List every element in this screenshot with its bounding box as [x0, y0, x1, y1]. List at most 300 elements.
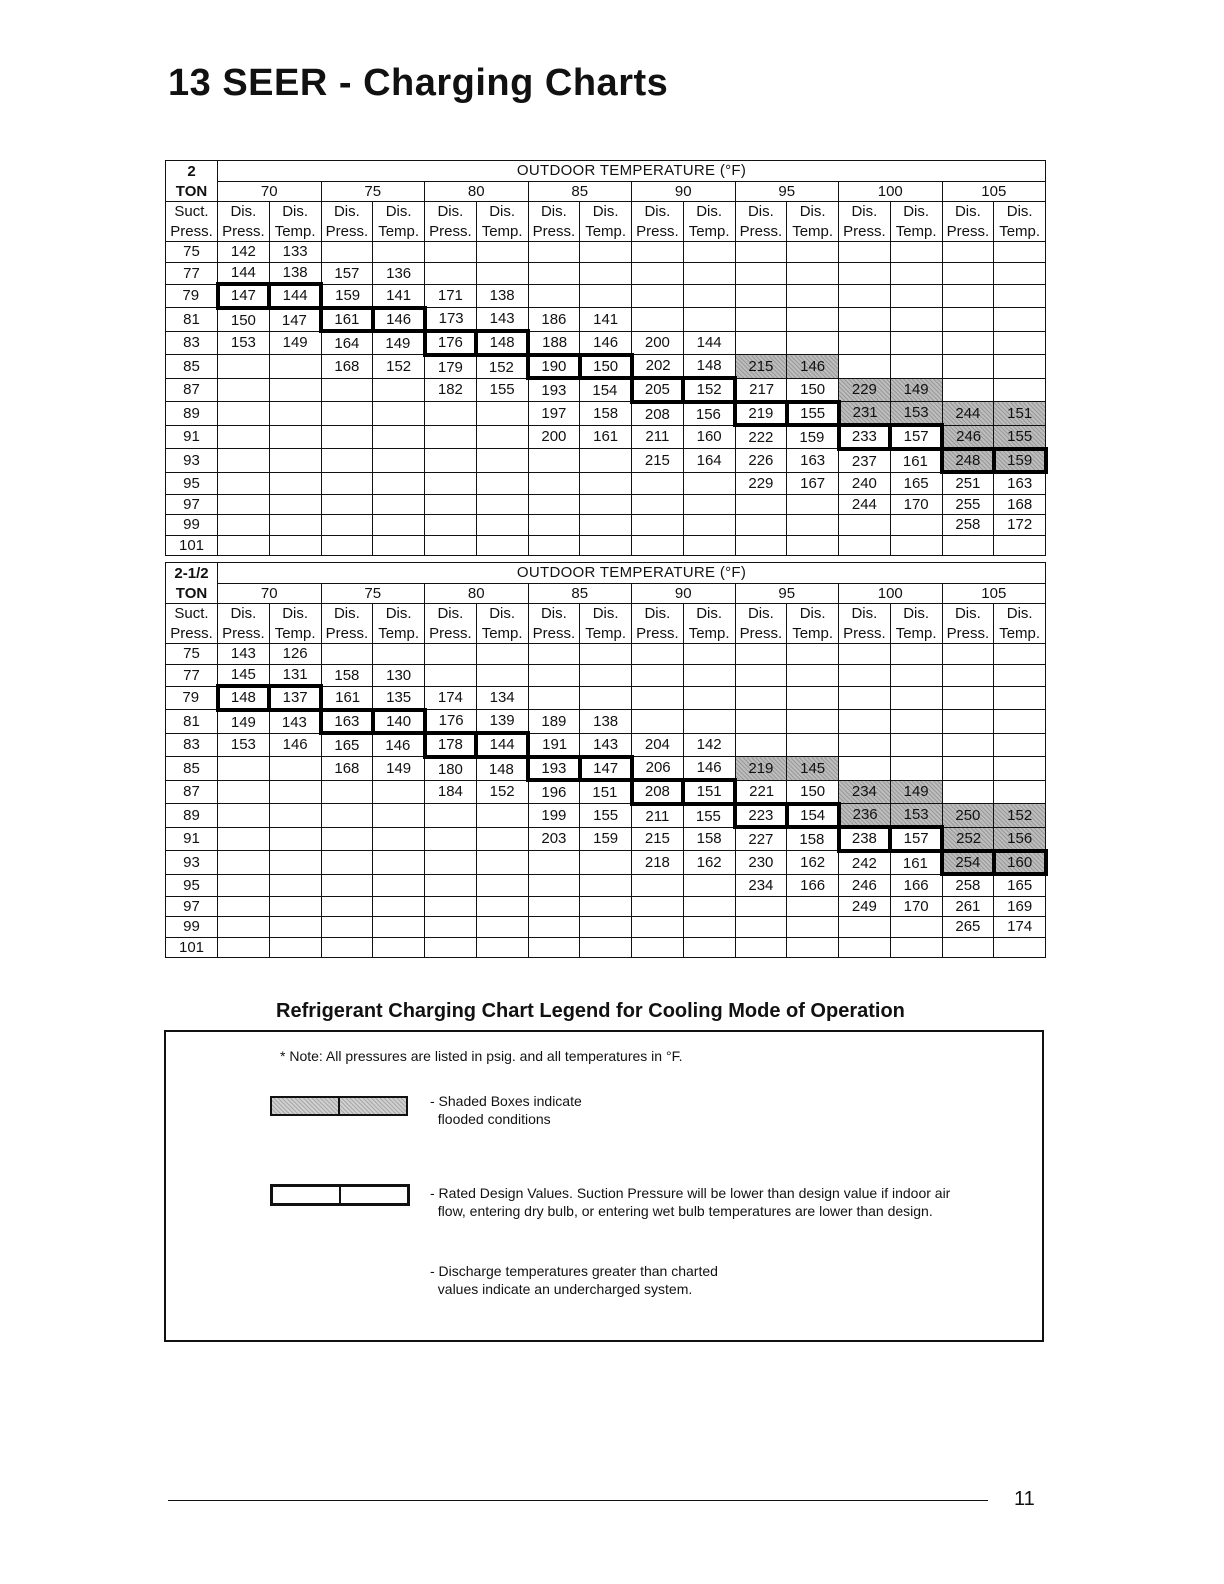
data-cell — [683, 664, 735, 686]
suction-pressure-header: Suct. — [166, 202, 218, 222]
data-cell: 141 — [580, 308, 632, 332]
data-cell — [476, 851, 528, 875]
data-cell: 168 — [994, 494, 1046, 515]
data-cell: 164 — [683, 449, 735, 473]
data-cell — [528, 874, 580, 896]
data-cell — [787, 686, 839, 710]
data-cell — [528, 896, 580, 917]
data-cell: 157 — [321, 262, 373, 284]
data-cell: 252 — [942, 827, 994, 851]
suction-pressure-cell: 101 — [166, 535, 218, 556]
data-cell: 258 — [942, 874, 994, 896]
data-cell: 226 — [735, 449, 787, 473]
discharge-column-header: Temp. — [476, 222, 528, 242]
data-cell: 152 — [373, 355, 425, 379]
table-row — [166, 827, 1046, 851]
data-cell — [425, 242, 477, 263]
data-cell — [373, 937, 425, 958]
discharge-column-header: Dis. — [994, 202, 1046, 222]
data-cell: 171 — [425, 284, 477, 308]
data-cell: 173 — [425, 308, 477, 332]
suction-pressure-cell: 87 — [166, 378, 218, 402]
discharge-column-header: Temp. — [373, 222, 425, 242]
header-row — [166, 583, 1046, 604]
data-cell — [425, 874, 477, 896]
data-cell — [683, 494, 735, 515]
data-cell: 150 — [787, 780, 839, 804]
discharge-column-header: Dis. — [476, 604, 528, 624]
table-row — [166, 355, 1046, 379]
data-cell: 158 — [321, 664, 373, 686]
charging-chart-2-ton — [165, 160, 1048, 556]
data-cell — [942, 378, 994, 402]
suction-pressure-cell: 99 — [166, 917, 218, 938]
data-cell — [735, 242, 787, 263]
data-cell — [425, 494, 477, 515]
data-cell — [942, 780, 994, 804]
header-row — [166, 624, 1046, 644]
data-cell: 193 — [528, 757, 580, 781]
table-row — [166, 331, 1046, 355]
outdoor-temperature-label: OUTDOOR TEMPERATURE (°F) — [218, 563, 1046, 584]
data-cell — [787, 284, 839, 308]
data-cell: 153 — [890, 804, 942, 828]
discharge-column-header: Dis. — [580, 604, 632, 624]
data-cell — [890, 308, 942, 332]
data-cell — [942, 937, 994, 958]
data-cell — [218, 851, 270, 875]
suction-pressure-cell: 87 — [166, 780, 218, 804]
data-cell: 139 — [476, 710, 528, 734]
data-cell: 208 — [632, 402, 684, 426]
data-cell: 144 — [269, 284, 321, 308]
data-cell — [632, 242, 684, 263]
discharge-column-header: Dis. — [321, 604, 373, 624]
data-cell: 162 — [787, 851, 839, 875]
data-cell: 211 — [632, 425, 684, 449]
data-cell — [580, 896, 632, 917]
data-cell — [476, 472, 528, 494]
data-cell: 191 — [528, 733, 580, 757]
discharge-column-header: Press. — [321, 222, 373, 242]
suction-pressure-cell: 77 — [166, 262, 218, 284]
data-cell: 153 — [218, 331, 270, 355]
data-cell — [218, 402, 270, 426]
data-cell — [218, 896, 270, 917]
data-cell — [218, 917, 270, 938]
data-cell: 152 — [683, 378, 735, 402]
discharge-column-header: Press. — [425, 222, 477, 242]
table-row — [166, 535, 1046, 556]
data-cell — [218, 378, 270, 402]
outdoor-temp-header: 105 — [942, 181, 1046, 202]
data-cell — [528, 262, 580, 284]
data-cell — [735, 331, 787, 355]
table-row — [166, 710, 1046, 734]
data-cell — [994, 242, 1046, 263]
data-cell — [269, 378, 321, 402]
data-cell — [373, 449, 425, 473]
data-cell — [476, 937, 528, 958]
data-cell: 222 — [735, 425, 787, 449]
data-cell — [476, 644, 528, 665]
outdoor-temp-header: 80 — [425, 583, 529, 604]
data-cell: 161 — [890, 449, 942, 473]
data-cell — [476, 804, 528, 828]
data-cell: 154 — [787, 804, 839, 828]
data-cell: 155 — [683, 804, 735, 828]
discharge-column-header: Press. — [632, 624, 684, 644]
data-cell — [890, 644, 942, 665]
data-cell — [218, 757, 270, 781]
data-cell: 202 — [632, 355, 684, 379]
data-cell: 144 — [218, 262, 270, 284]
suction-pressure-cell: 99 — [166, 515, 218, 536]
suction-pressure-header: Suct. — [166, 604, 218, 624]
data-cell — [890, 937, 942, 958]
data-cell — [476, 262, 528, 284]
header-row — [166, 604, 1046, 624]
data-cell — [787, 331, 839, 355]
data-cell: 174 — [994, 917, 1046, 938]
data-cell: 184 — [425, 780, 477, 804]
suction-pressure-cell: 83 — [166, 733, 218, 757]
data-cell: 233 — [839, 425, 891, 449]
data-cell — [476, 402, 528, 426]
data-cell — [787, 494, 839, 515]
data-cell — [528, 644, 580, 665]
data-cell — [735, 494, 787, 515]
data-cell — [373, 851, 425, 875]
data-cell — [787, 242, 839, 263]
data-cell: 144 — [683, 331, 735, 355]
discharge-column-header: Temp. — [890, 624, 942, 644]
data-cell: 146 — [373, 733, 425, 757]
outdoor-temp-header: 90 — [632, 583, 736, 604]
data-cell: 151 — [683, 780, 735, 804]
data-cell — [269, 402, 321, 426]
data-cell — [839, 664, 891, 686]
suction-pressure-cell: 85 — [166, 757, 218, 781]
data-cell: 146 — [683, 757, 735, 781]
data-cell: 168 — [321, 355, 373, 379]
discharge-column-header: Dis. — [632, 202, 684, 222]
data-cell — [890, 686, 942, 710]
data-cell: 234 — [839, 780, 891, 804]
data-cell: 147 — [218, 284, 270, 308]
discharge-column-header: Dis. — [580, 202, 632, 222]
data-cell — [218, 780, 270, 804]
data-cell: 137 — [269, 686, 321, 710]
data-cell: 166 — [890, 874, 942, 896]
data-cell — [528, 449, 580, 473]
data-cell — [218, 425, 270, 449]
suction-pressure-cell: 89 — [166, 804, 218, 828]
data-cell — [580, 262, 632, 284]
outdoor-temperature-label: OUTDOOR TEMPERATURE (°F) — [218, 161, 1046, 182]
legend-note: * Note: All pressures are listed in psig. and all temperatures in °F. — [280, 1048, 683, 1064]
data-cell — [425, 425, 477, 449]
data-cell: 151 — [580, 780, 632, 804]
data-cell — [373, 425, 425, 449]
data-cell: 231 — [839, 402, 891, 426]
shaded-swatch-cell — [272, 1098, 338, 1114]
suction-pressure-cell: 95 — [166, 874, 218, 896]
data-cell — [425, 804, 477, 828]
data-cell: 151 — [994, 402, 1046, 426]
data-cell: 153 — [218, 733, 270, 757]
table-row — [166, 262, 1046, 284]
data-cell: 138 — [476, 284, 528, 308]
suction-pressure-cell: 93 — [166, 851, 218, 875]
data-cell: 135 — [373, 686, 425, 710]
data-cell — [425, 896, 477, 917]
data-cell: 190 — [528, 355, 580, 379]
data-cell: 147 — [269, 308, 321, 332]
data-cell: 265 — [942, 917, 994, 938]
data-cell: 148 — [218, 686, 270, 710]
data-cell — [839, 644, 891, 665]
data-cell: 161 — [321, 686, 373, 710]
discharge-column-header: Temp. — [787, 222, 839, 242]
data-cell: 218 — [632, 851, 684, 875]
data-cell — [269, 804, 321, 828]
data-cell — [580, 535, 632, 556]
discharge-column-header: Press. — [839, 222, 891, 242]
data-cell: 165 — [994, 874, 1046, 896]
data-cell — [321, 874, 373, 896]
data-cell: 246 — [839, 874, 891, 896]
header-row — [166, 202, 1046, 222]
data-cell — [269, 757, 321, 781]
discharge-column-header: Dis. — [735, 604, 787, 624]
data-cell — [373, 494, 425, 515]
data-cell: 141 — [373, 284, 425, 308]
data-cell: 176 — [425, 331, 477, 355]
data-cell: 261 — [942, 896, 994, 917]
data-cell: 248 — [942, 449, 994, 473]
discharge-column-header: Press. — [735, 624, 787, 644]
data-cell: 150 — [218, 308, 270, 332]
data-cell — [580, 494, 632, 515]
suction-pressure-cell: 77 — [166, 664, 218, 686]
data-cell — [942, 757, 994, 781]
data-cell — [787, 515, 839, 536]
data-cell — [994, 535, 1046, 556]
data-cell: 136 — [373, 262, 425, 284]
data-cell: 148 — [476, 331, 528, 355]
data-cell — [528, 686, 580, 710]
data-cell — [269, 355, 321, 379]
data-cell — [839, 308, 891, 332]
discharge-column-header: Dis. — [994, 604, 1046, 624]
data-cell: 168 — [321, 757, 373, 781]
data-cell — [321, 494, 373, 515]
data-cell — [839, 242, 891, 263]
data-cell: 157 — [890, 827, 942, 851]
data-cell: 149 — [373, 757, 425, 781]
data-cell: 166 — [787, 874, 839, 896]
data-cell — [683, 874, 735, 896]
data-cell — [994, 262, 1046, 284]
data-cell — [373, 827, 425, 851]
data-cell: 205 — [632, 378, 684, 402]
data-cell — [476, 827, 528, 851]
data-cell — [632, 896, 684, 917]
data-cell — [632, 937, 684, 958]
data-cell — [890, 710, 942, 734]
data-cell: 240 — [839, 472, 891, 494]
data-cell: 172 — [994, 515, 1046, 536]
suction-pressure-cell: 91 — [166, 425, 218, 449]
outdoor-temp-header: 80 — [425, 181, 529, 202]
data-cell — [373, 378, 425, 402]
discharge-column-header: Press. — [425, 624, 477, 644]
data-cell: 140 — [373, 710, 425, 734]
discharge-column-header: Temp. — [994, 222, 1046, 242]
data-cell: 161 — [890, 851, 942, 875]
discharge-column-header: Dis. — [528, 604, 580, 624]
data-cell: 158 — [787, 827, 839, 851]
data-cell — [787, 664, 839, 686]
discharge-column-header: Dis. — [942, 202, 994, 222]
discharge-column-header: Dis. — [683, 202, 735, 222]
rated-swatch-cell — [273, 1187, 339, 1203]
footer-rule — [168, 1500, 988, 1501]
discharge-column-header: Temp. — [890, 222, 942, 242]
data-cell — [735, 710, 787, 734]
discharge-column-header: Temp. — [683, 624, 735, 644]
data-cell: 229 — [735, 472, 787, 494]
discharge-column-header: Dis. — [373, 604, 425, 624]
data-cell: 242 — [839, 851, 891, 875]
data-cell — [632, 874, 684, 896]
data-cell: 130 — [373, 664, 425, 686]
data-cell: 156 — [683, 402, 735, 426]
suction-pressure-cell: 75 — [166, 242, 218, 263]
data-cell — [528, 284, 580, 308]
data-cell — [373, 515, 425, 536]
table-row — [166, 937, 1046, 958]
data-cell — [528, 515, 580, 536]
data-cell — [425, 449, 477, 473]
data-cell — [373, 242, 425, 263]
discharge-column-header: Temp. — [476, 624, 528, 644]
data-cell: 149 — [218, 710, 270, 734]
shaded-swatch — [270, 1096, 408, 1116]
data-cell — [942, 355, 994, 379]
suction-pressure-cell: 75 — [166, 644, 218, 665]
data-cell — [425, 827, 477, 851]
data-cell: 133 — [269, 242, 321, 263]
data-cell — [269, 780, 321, 804]
data-cell: 206 — [632, 757, 684, 781]
data-cell — [632, 535, 684, 556]
data-cell — [994, 664, 1046, 686]
data-cell: 221 — [735, 780, 787, 804]
data-cell: 176 — [425, 710, 477, 734]
data-cell — [994, 757, 1046, 781]
data-cell: 144 — [476, 733, 528, 757]
suction-pressure-cell: 97 — [166, 494, 218, 515]
rated-swatch-cell — [339, 1187, 407, 1203]
data-cell: 134 — [476, 686, 528, 710]
data-cell — [994, 355, 1046, 379]
data-cell — [425, 937, 477, 958]
data-cell — [994, 710, 1046, 734]
discharge-column-header: Press. — [839, 624, 891, 644]
discharge-column-header: Press. — [528, 222, 580, 242]
data-cell — [735, 535, 787, 556]
data-cell — [632, 308, 684, 332]
data-cell: 155 — [994, 425, 1046, 449]
data-cell — [321, 425, 373, 449]
data-cell — [218, 449, 270, 473]
data-cell — [735, 733, 787, 757]
data-cell — [632, 262, 684, 284]
data-cell: 188 — [528, 331, 580, 355]
data-cell — [735, 515, 787, 536]
data-cell — [632, 494, 684, 515]
data-cell — [994, 284, 1046, 308]
data-cell: 142 — [683, 733, 735, 757]
data-cell: 223 — [735, 804, 787, 828]
data-cell — [839, 710, 891, 734]
data-cell — [476, 449, 528, 473]
data-cell — [218, 515, 270, 536]
outdoor-temp-header: 95 — [735, 181, 839, 202]
shaded-swatch-cell — [338, 1098, 406, 1114]
data-cell: 148 — [683, 355, 735, 379]
suction-pressure-cell: 79 — [166, 686, 218, 710]
data-cell — [476, 664, 528, 686]
data-cell — [683, 917, 735, 938]
data-cell: 138 — [580, 710, 632, 734]
data-cell: 164 — [321, 331, 373, 355]
data-cell: 161 — [580, 425, 632, 449]
data-cell: 215 — [632, 827, 684, 851]
data-cell — [890, 917, 942, 938]
data-cell — [942, 308, 994, 332]
data-cell: 163 — [994, 472, 1046, 494]
data-cell: 143 — [580, 733, 632, 757]
table-row — [166, 644, 1046, 665]
data-cell: 230 — [735, 851, 787, 875]
data-cell — [218, 874, 270, 896]
data-cell — [269, 917, 321, 938]
data-cell: 131 — [269, 664, 321, 686]
data-cell — [373, 917, 425, 938]
table-row — [166, 686, 1046, 710]
data-cell — [476, 917, 528, 938]
data-cell — [269, 449, 321, 473]
data-cell: 219 — [735, 757, 787, 781]
data-cell — [373, 535, 425, 556]
data-cell — [528, 917, 580, 938]
data-cell — [580, 242, 632, 263]
outdoor-temp-header: 75 — [321, 181, 425, 202]
data-cell — [321, 402, 373, 426]
data-cell: 215 — [632, 449, 684, 473]
discharge-column-header: Temp. — [580, 222, 632, 242]
data-cell — [218, 804, 270, 828]
data-cell — [528, 851, 580, 875]
outdoor-temp-header: 100 — [839, 181, 943, 202]
data-cell — [269, 937, 321, 958]
data-cell — [942, 284, 994, 308]
data-cell: 146 — [373, 308, 425, 332]
data-cell — [839, 733, 891, 757]
